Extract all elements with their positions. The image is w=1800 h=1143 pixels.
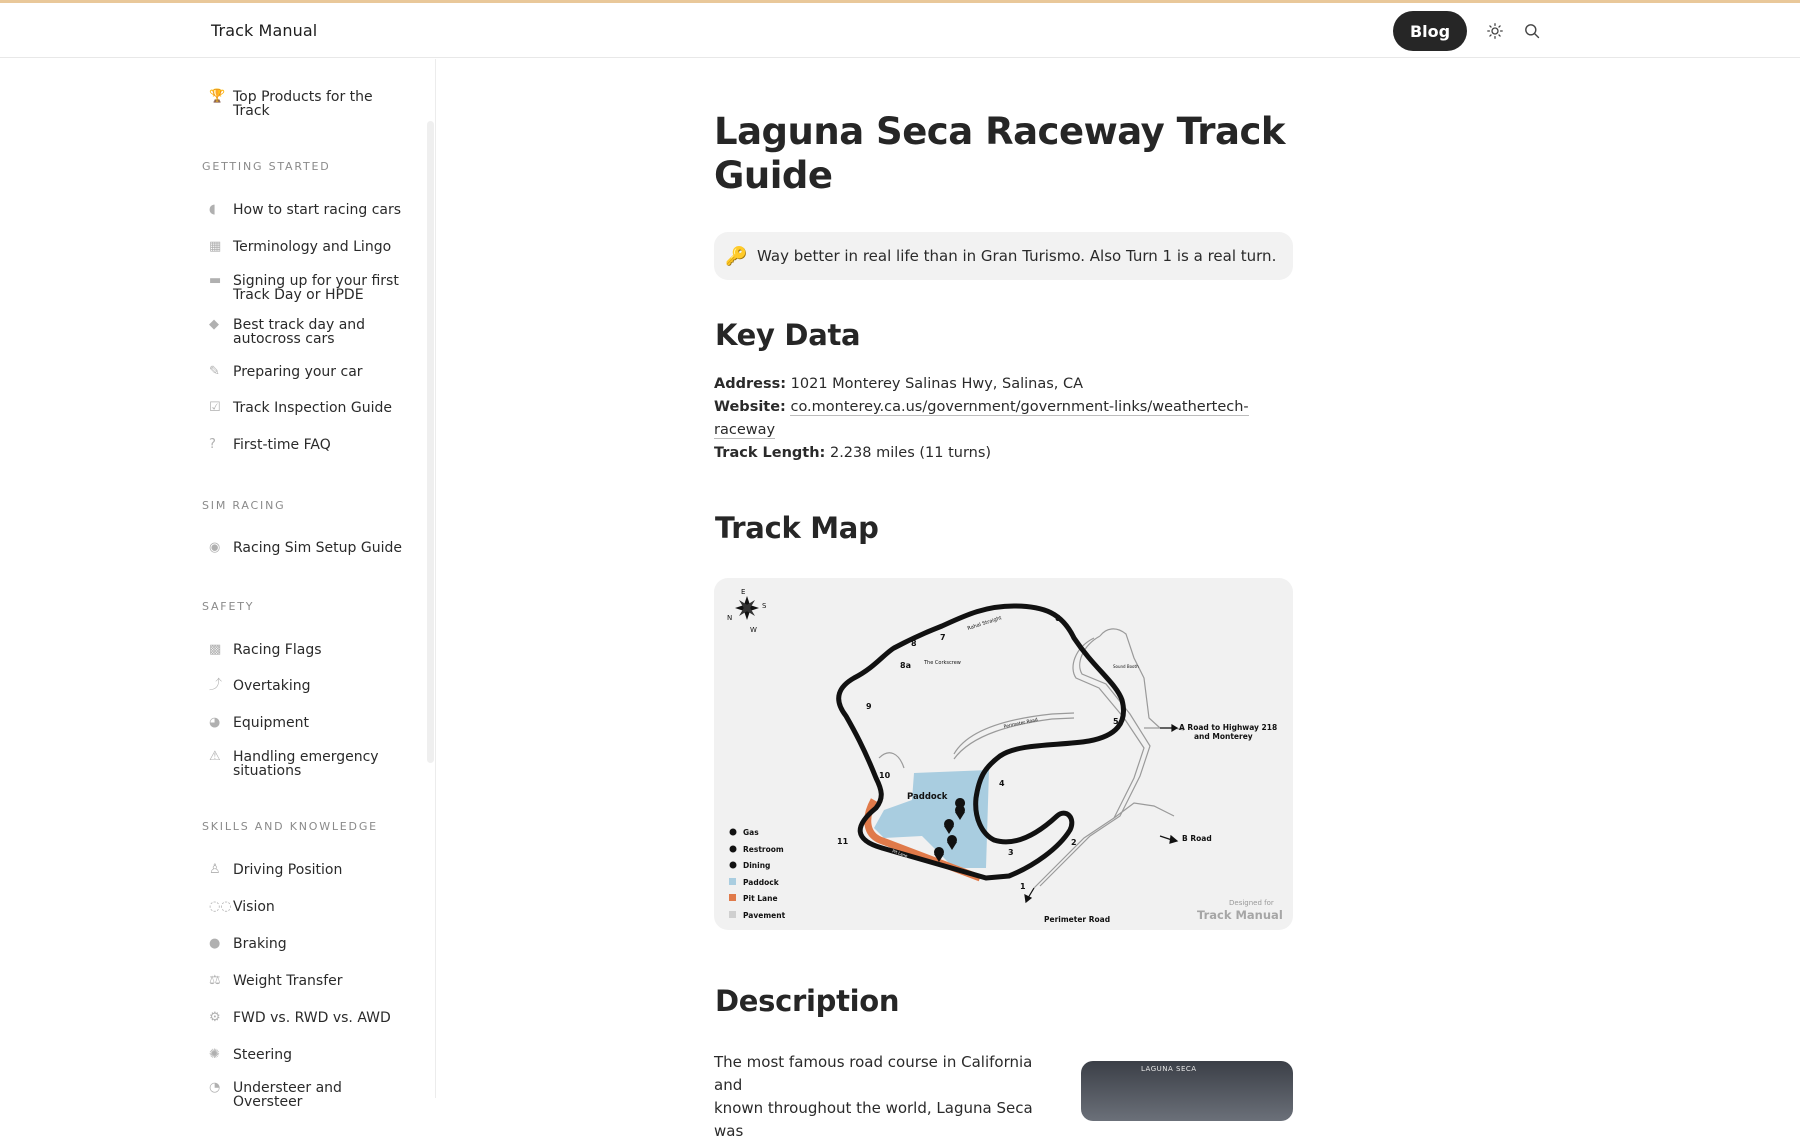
theme-toggle-sun-icon[interactable] [1485,21,1505,41]
section-label-getting-started: GETTING STARTED [202,160,331,173]
blog-button[interactable]: Blog [1393,11,1467,51]
track-length-row: Track Length: 2.238 miles (11 turns) [714,445,992,461]
svg-text:1: 1 [1020,882,1026,891]
website-row: Website: co.monterey.ca.us/government/government-links/weathertech- raceway [714,399,1249,438]
svg-text:Paddock: Paddock [743,878,779,887]
svg-text:Track Manual: Track Manual [1197,908,1283,922]
warning-icon: ⚠ [209,749,221,764]
svg-text:9: 9 [866,702,872,711]
tire-icon: ◔ [209,1080,221,1095]
seat-icon: ♙ [209,862,221,877]
site-header [0,3,1800,58]
laguna-seca-photo: LAGUNA SECA [1081,1061,1293,1121]
glossary-icon: ▦ [209,239,222,254]
drivetrain-icon: ⚙ [209,1010,221,1025]
helmet-icon: ◖ [209,202,216,217]
key-icon: 🔑 [725,245,748,267]
key-data-list [714,373,1274,465]
sidebar-item-braking[interactable]: ● Braking [209,936,287,952]
section-label-skills: SKILLS AND KNOWLEDGE [202,820,378,833]
svg-text:N: N [727,614,733,622]
compass-icon [727,588,767,634]
svg-text:10: 10 [879,771,891,780]
svg-text:Sound Booth: Sound Booth [1113,664,1139,669]
sidebar-item-weight-transfer[interactable]: ⚖ Weight Transfer [209,973,343,989]
gamepad-icon: ◉ [209,540,221,555]
sidebar-item-steering[interactable]: ✺ Steering [209,1047,293,1063]
checkbox-icon: ☑ [209,400,221,415]
svg-text:E: E [741,588,746,596]
page-title: Laguna Seca Raceway Track Guide [714,110,1286,197]
sidebar-item-driving-position[interactable]: ♙ Driving Position [209,862,343,878]
sidebar-item-racing-flags[interactable]: ▩ Racing Flags [209,642,322,658]
svg-text:Paddock: Paddock [907,792,948,802]
sidebar-item-sim-setup[interactable]: ◉ Racing Sim Setup Guide [209,540,402,556]
svg-text:3: 3 [1008,848,1014,857]
sidebar-item-understeer[interactable]: ◔ Understeer and Oversteer [209,1080,342,1110]
svg-text:The Corkscrew: The Corkscrew [924,660,961,666]
svg-text:B Road: B Road [1182,834,1212,843]
svg-text:8: 8 [911,639,917,648]
checkered-flag-icon: ▩ [209,642,222,657]
sidebar-item-terminology[interactable]: ▦ Terminology and Lingo [209,239,392,255]
sidebar-item-how-to-start[interactable]: ◖ How to start racing cars [209,202,402,218]
svg-text:7: 7 [940,633,946,642]
svg-text:Restroom: Restroom [743,845,784,854]
road-arrows [1025,725,1177,902]
track-map[interactable] [714,578,1293,930]
svg-text:A Road to Highway 218: A Road to Highway 218 [1179,723,1278,732]
car-icon: ◆ [209,317,219,332]
section-label-safety: SAFETY [202,600,255,613]
svg-text:Rahal Straight: Rahal Straight [966,615,1003,632]
map-legend [729,828,786,920]
wrench-icon: ✎ [209,364,220,379]
map-labels [892,615,1283,924]
website-link[interactable]: co.monterey.ca.us/government/government-links/weathertech- raceway [714,399,1249,438]
brand-logo[interactable]: Track Manual [211,21,318,40]
search-icon[interactable] [1522,21,1542,41]
heading-key-data: Key Data [715,318,861,352]
steering-wheel-icon: ✺ [209,1047,220,1062]
sidebar-item-top-products[interactable]: 🏆 Top Products for the Track [209,89,373,119]
sidebar-item-inspection[interactable]: ☑ Track Inspection Guide [209,400,392,416]
svg-text:Designed for: Designed for [1229,899,1274,907]
sidebar-item-best-cars[interactable]: ◆ Best track day and autocross cars [209,317,366,347]
svg-text:Perimeter Road: Perimeter Road [1003,717,1039,730]
track-map-svg [714,578,1293,930]
svg-text:Perimeter Road: Perimeter Road [1044,915,1111,924]
sidebar-item-vision[interactable]: ◌◌ Vision [209,899,275,915]
sidebar-item-equipment[interactable]: ◕ Equipment [209,715,309,731]
paddock-area [874,770,989,868]
svg-text:S: S [762,602,767,610]
heading-track-map: Track Map [715,511,879,545]
sidebar-item-faq[interactable]: ? First-time FAQ [209,437,331,453]
svg-text:4: 4 [999,779,1005,788]
svg-text:W: W [750,626,757,634]
svg-text:Gas: Gas [743,828,759,837]
brake-disc-icon: ● [209,936,221,951]
sidebar-item-signing-up[interactable]: ▬ Signing up for your first Track Day or HPDE [209,273,399,303]
sidebar-scrollbar[interactable] [427,121,434,763]
svg-text:Pit Lane: Pit Lane [891,848,909,859]
callout-box: 🔑 Way better in real life than in Gran Turismo. Also Turn 1 is a real turn. [714,232,1293,280]
sidebar-item-emergency[interactable]: ⚠ Handling emergency situations [209,749,379,779]
heading-description: Description [715,984,900,1018]
svg-text:and Monterey: and Monterey [1194,732,1253,741]
svg-text:Dining: Dining [743,861,771,870]
svg-text:5: 5 [1113,717,1119,726]
eyes-icon: ◌◌ [209,899,232,914]
svg-text:2: 2 [1071,838,1077,847]
scale-icon: ⚖ [209,973,221,988]
svg-text:11: 11 [837,837,849,846]
sidebar-item-drivetrain[interactable]: ⚙ FWD vs. RWD vs. AWD [209,1010,391,1026]
sidebar-item-preparing-car[interactable]: ✎ Preparing your car [209,364,363,380]
ticket-icon: ▬ [209,273,222,288]
runner-icon: ⤴ [209,678,223,693]
helmet-icon: ◕ [209,715,221,730]
sidebar-item-overtaking[interactable]: ⤴ Overtaking [209,678,311,694]
description-text: The most famous road course in California and known throughout the world, Laguna Seca was [714,1053,1033,1140]
svg-text:8a: 8a [900,661,911,670]
svg-text:Pit Lane: Pit Lane [743,894,778,903]
trophy-icon: 🏆 [209,89,226,104]
address-row: Address: 1021 Monterey Salinas Hwy, Salinas, CA [714,376,1084,392]
svg-text:6: 6 [1055,614,1061,623]
section-label-sim-racing: SIM RACING [202,499,286,512]
svg-text:Pavement: Pavement [743,911,786,920]
question-icon: ? [209,437,216,452]
